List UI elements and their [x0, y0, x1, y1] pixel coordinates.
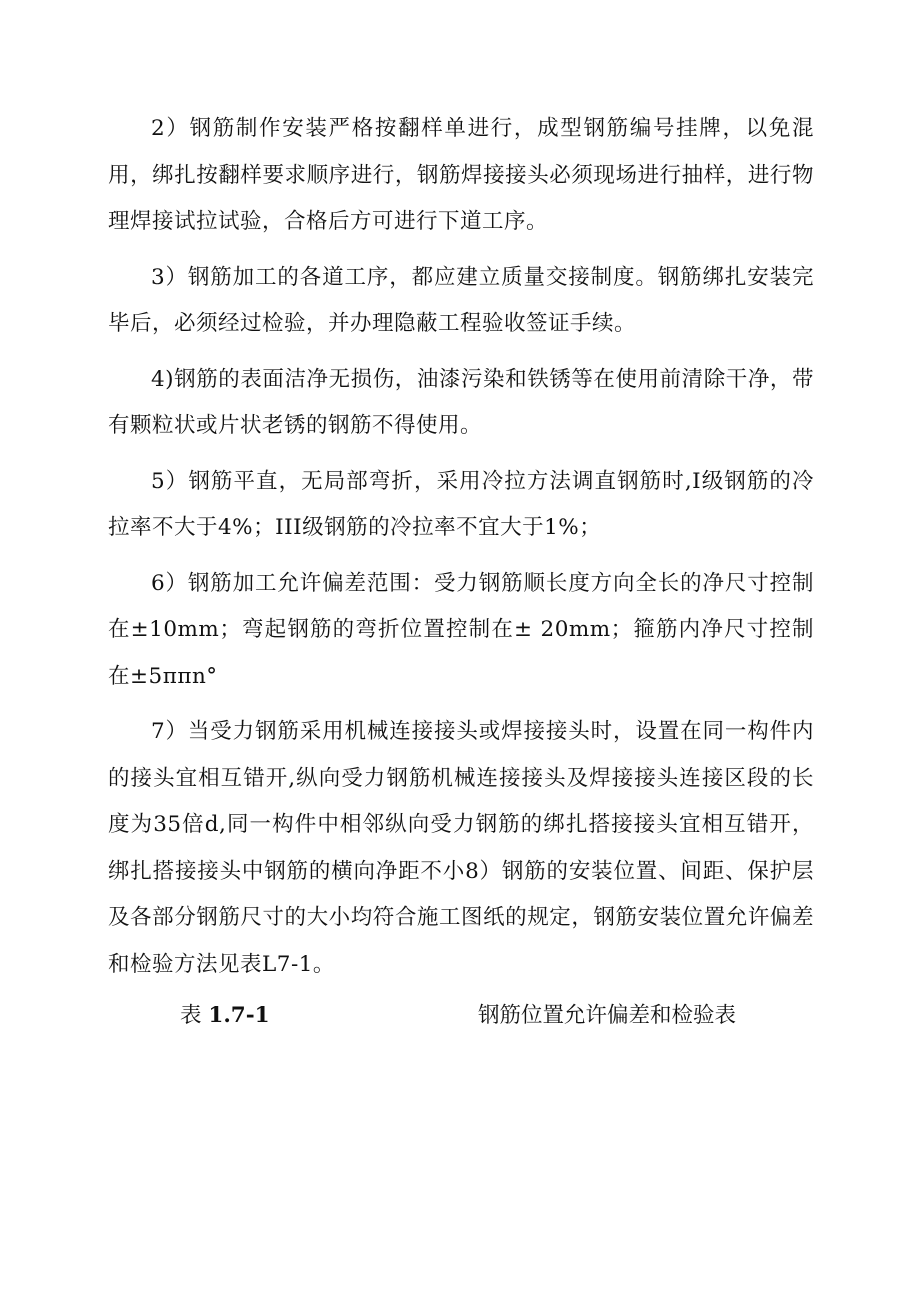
paragraph-4: 4)钢筋的表面洁净无损伤，油漆污染和铁锈等在使用前清除干净，带有颗粒状或片状老锈的钢筋不得使用。 [108, 366, 814, 438]
document-page [108, 106, 814, 1039]
paragraph-2: 2）钢筋制作安装严格按翻样单进行，成型钢筋编号挂牌，以免混用，绑扎按翻样要求顺序进行，钢筋焊接接头必须现场进行抽样，进行物理焊接试拉试验，合格后方可进行下道工序。 [108, 116, 814, 234]
table-caption [108, 993, 814, 1039]
table-caption-id: 1.7-1 [208, 1003, 270, 1028]
paragraph-3: 3）钢筋加工的各道工序，都应建立质量交接制度。钢筋绑扎安装完毕后，必须经过检验，并办理隐蔽工程验收签证手续。 [108, 264, 814, 336]
table-caption-number [108, 993, 478, 1039]
paragraph-7: 7）当受力钢筋采用机械连接接头或焊接接头时，设置在同一构件内的接头宜相互错开,纵向受力钢筋机械连接接头及焊接接头连接区段的长度为35倍d,同一构件中相邻纵向受力钢筋的绑扎搭接接头宜相互错开，绑扎搭接接头中钢筋的横向净距不小8）钢筋的安装位置、间距、保护层及各部分钢筋尺寸的大小均符合施工图纸的规定，钢筋安装位置允许偏差和检验方法见表L7-1。 [108, 719, 814, 977]
paragraph-6: 6）钢筋加工允许偏差范围：受力钢筋顺长度方向全长的净尺寸控制在±10mm；弯起钢筋的弯折位置控制在± 20mm；箍筋内净尺寸控制在±5ππn° [108, 570, 814, 689]
paragraph-5: 5）钢筋平直，无局部弯折，采用冷拉方法调直钢筋时,I级钢筋的冷拉率不大于4%；III级钢筋的冷拉率不宜大于1%； [108, 468, 814, 540]
table-caption-title: 钢筋位置允许偏差和检验表 [478, 1003, 737, 1028]
table-caption-prefix: 表 [180, 1003, 202, 1028]
